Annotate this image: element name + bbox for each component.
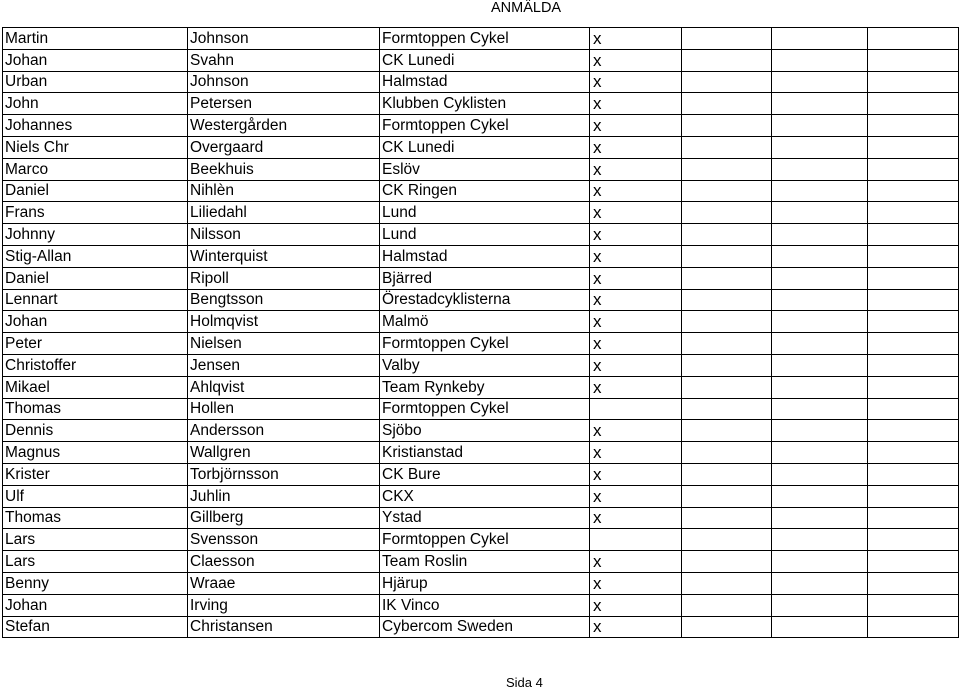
empty-cell	[772, 245, 868, 267]
club-cell: Formtoppen Cykel	[380, 529, 590, 551]
registered-mark-cell: x	[590, 572, 682, 594]
last-name-cell: Beekhuis	[188, 158, 380, 180]
club-cell: Halmstad	[380, 245, 590, 267]
empty-cell	[772, 93, 868, 115]
table-row	[3, 202, 959, 224]
last-name-cell: Ahlqvist	[188, 376, 380, 398]
last-name-cell: Johnson	[188, 71, 380, 93]
empty-cell	[682, 572, 772, 594]
empty-cell	[868, 28, 959, 50]
registered-mark-cell: x	[590, 420, 682, 442]
empty-cell	[682, 311, 772, 333]
club-cell: Ystad	[380, 507, 590, 529]
empty-cell	[868, 289, 959, 311]
table-row	[3, 463, 959, 485]
empty-cell	[772, 463, 868, 485]
club-cell: Team Roslin	[380, 551, 590, 573]
empty-cell	[682, 49, 772, 71]
empty-cell	[772, 398, 868, 420]
empty-cell	[682, 463, 772, 485]
empty-cell	[682, 485, 772, 507]
empty-cell	[772, 354, 868, 376]
first-name-cell: Dennis	[3, 420, 188, 442]
club-cell: Formtoppen Cykel	[380, 115, 590, 137]
first-name-cell: Lars	[3, 551, 188, 573]
empty-cell	[868, 136, 959, 158]
last-name-cell: Irving	[188, 594, 380, 616]
club-cell: Klubben Cyklisten	[380, 93, 590, 115]
empty-cell	[682, 507, 772, 529]
last-name-cell: Torbjörnsson	[188, 463, 380, 485]
empty-cell	[682, 354, 772, 376]
empty-cell	[772, 71, 868, 93]
empty-cell	[772, 202, 868, 224]
last-name-cell: Christansen	[188, 616, 380, 638]
empty-cell	[682, 442, 772, 464]
registered-mark-cell: x	[590, 158, 682, 180]
empty-cell	[868, 354, 959, 376]
empty-cell	[682, 267, 772, 289]
registered-mark-cell: x	[590, 289, 682, 311]
club-cell: Kristianstad	[380, 442, 590, 464]
first-name-cell: Magnus	[3, 442, 188, 464]
last-name-cell: Hollen	[188, 398, 380, 420]
empty-cell	[868, 376, 959, 398]
empty-cell	[682, 376, 772, 398]
empty-cell	[868, 267, 959, 289]
table-row	[3, 245, 959, 267]
registered-mark-cell: x	[590, 49, 682, 71]
last-name-cell: Ripoll	[188, 267, 380, 289]
table-row	[3, 311, 959, 333]
page-number: Sida 4	[506, 675, 543, 690]
registered-mark-cell: x	[590, 594, 682, 616]
table-row	[3, 158, 959, 180]
empty-cell	[868, 551, 959, 573]
empty-cell	[772, 224, 868, 246]
empty-cell	[868, 616, 959, 638]
table-row	[3, 93, 959, 115]
empty-cell	[868, 333, 959, 355]
last-name-cell: Wraae	[188, 572, 380, 594]
club-cell: Formtoppen Cykel	[380, 28, 590, 50]
last-name-cell: Liliedahl	[188, 202, 380, 224]
empty-cell	[772, 28, 868, 50]
first-name-cell: Martin	[3, 28, 188, 50]
table-row	[3, 572, 959, 594]
club-cell: CK Ringen	[380, 180, 590, 202]
empty-cell	[772, 485, 868, 507]
club-cell: CK Lunedi	[380, 49, 590, 71]
empty-cell	[868, 485, 959, 507]
registered-mark-cell: x	[590, 180, 682, 202]
empty-cell	[772, 267, 868, 289]
registration-table	[2, 27, 959, 638]
table-row	[3, 551, 959, 573]
empty-cell	[682, 420, 772, 442]
empty-cell	[772, 442, 868, 464]
first-name-cell: Marco	[3, 158, 188, 180]
empty-cell	[868, 594, 959, 616]
first-name-cell: Johnny	[3, 224, 188, 246]
club-cell: Sjöbo	[380, 420, 590, 442]
empty-cell	[772, 507, 868, 529]
registered-mark-cell: x	[590, 224, 682, 246]
last-name-cell: Winterquist	[188, 245, 380, 267]
registered-mark-cell: x	[590, 136, 682, 158]
table-row	[3, 616, 959, 638]
first-name-cell: Mikael	[3, 376, 188, 398]
empty-cell	[772, 49, 868, 71]
empty-cell	[682, 333, 772, 355]
empty-cell	[682, 245, 772, 267]
empty-cell	[772, 616, 868, 638]
first-name-cell: Thomas	[3, 398, 188, 420]
registered-mark-cell	[590, 529, 682, 551]
empty-cell	[772, 158, 868, 180]
club-cell: CK Bure	[380, 463, 590, 485]
empty-cell	[772, 180, 868, 202]
table-row	[3, 224, 959, 246]
empty-cell	[868, 398, 959, 420]
table-row	[3, 267, 959, 289]
last-name-cell: Wallgren	[188, 442, 380, 464]
club-cell: Bjärred	[380, 267, 590, 289]
first-name-cell: Benny	[3, 572, 188, 594]
empty-cell	[772, 551, 868, 573]
first-name-cell: Johannes	[3, 115, 188, 137]
club-cell: Cybercom Sweden	[380, 616, 590, 638]
table-row	[3, 180, 959, 202]
empty-cell	[772, 311, 868, 333]
first-name-cell: Lennart	[3, 289, 188, 311]
first-name-cell: Johan	[3, 311, 188, 333]
last-name-cell: Nilsson	[188, 224, 380, 246]
first-name-cell: Johan	[3, 49, 188, 71]
empty-cell	[682, 158, 772, 180]
empty-cell	[682, 28, 772, 50]
registered-mark-cell: x	[590, 507, 682, 529]
first-name-cell: Peter	[3, 333, 188, 355]
table-row	[3, 594, 959, 616]
registration-table-body	[3, 28, 959, 638]
table-row	[3, 529, 959, 551]
registered-mark-cell: x	[590, 442, 682, 464]
empty-cell	[868, 71, 959, 93]
empty-cell	[868, 463, 959, 485]
empty-cell	[868, 224, 959, 246]
first-name-cell: John	[3, 93, 188, 115]
first-name-cell: Christoffer	[3, 354, 188, 376]
empty-cell	[868, 49, 959, 71]
registered-mark-cell: x	[590, 616, 682, 638]
empty-cell	[868, 202, 959, 224]
club-cell: Valby	[380, 354, 590, 376]
registered-mark-cell: x	[590, 28, 682, 50]
table-row	[3, 376, 959, 398]
registered-mark-cell: x	[590, 115, 682, 137]
first-name-cell: Thomas	[3, 507, 188, 529]
empty-cell	[772, 115, 868, 137]
empty-cell	[682, 224, 772, 246]
first-name-cell: Ulf	[3, 485, 188, 507]
registered-mark-cell	[590, 398, 682, 420]
empty-cell	[868, 420, 959, 442]
empty-cell	[682, 616, 772, 638]
registered-mark-cell: x	[590, 71, 682, 93]
empty-cell	[868, 158, 959, 180]
table-row	[3, 507, 959, 529]
empty-cell	[682, 115, 772, 137]
table-row	[3, 333, 959, 355]
table-row	[3, 289, 959, 311]
registered-mark-cell: x	[590, 376, 682, 398]
last-name-cell: Claesson	[188, 551, 380, 573]
empty-cell	[682, 202, 772, 224]
empty-cell	[772, 333, 868, 355]
registered-mark-cell: x	[590, 333, 682, 355]
empty-cell	[682, 93, 772, 115]
empty-cell	[868, 245, 959, 267]
table-row	[3, 442, 959, 464]
registered-mark-cell: x	[590, 485, 682, 507]
empty-cell	[682, 529, 772, 551]
empty-cell	[868, 507, 959, 529]
club-cell: Örestadcyklisterna	[380, 289, 590, 311]
table-row	[3, 49, 959, 71]
table-row	[3, 485, 959, 507]
first-name-cell: Krister	[3, 463, 188, 485]
empty-cell	[772, 289, 868, 311]
empty-cell	[772, 420, 868, 442]
club-cell: Formtoppen Cykel	[380, 333, 590, 355]
last-name-cell: Juhlin	[188, 485, 380, 507]
last-name-cell: Overgaard	[188, 136, 380, 158]
table-row	[3, 28, 959, 50]
empty-cell	[682, 594, 772, 616]
empty-cell	[682, 398, 772, 420]
column-header-anmalda: ANMÄLDA	[491, 0, 562, 16]
empty-cell	[682, 289, 772, 311]
empty-cell	[682, 180, 772, 202]
club-cell: Malmö	[380, 311, 590, 333]
last-name-cell: Nielsen	[188, 333, 380, 355]
empty-cell	[772, 529, 868, 551]
table-row	[3, 136, 959, 158]
registered-mark-cell: x	[590, 267, 682, 289]
first-name-cell: Niels Chr	[3, 136, 188, 158]
empty-cell	[682, 136, 772, 158]
empty-cell	[682, 551, 772, 573]
registered-mark-cell: x	[590, 463, 682, 485]
empty-cell	[772, 376, 868, 398]
first-name-cell: Stefan	[3, 616, 188, 638]
last-name-cell: Nihlèn	[188, 180, 380, 202]
empty-cell	[682, 71, 772, 93]
empty-cell	[868, 93, 959, 115]
registered-mark-cell: x	[590, 93, 682, 115]
club-cell: Halmstad	[380, 71, 590, 93]
last-name-cell: Bengtsson	[188, 289, 380, 311]
last-name-cell: Westergården	[188, 115, 380, 137]
last-name-cell: Svensson	[188, 529, 380, 551]
club-cell: CK Lunedi	[380, 136, 590, 158]
club-cell: Formtoppen Cykel	[380, 398, 590, 420]
empty-cell	[868, 115, 959, 137]
last-name-cell: Andersson	[188, 420, 380, 442]
registered-mark-cell: x	[590, 202, 682, 224]
first-name-cell: Lars	[3, 529, 188, 551]
table-row	[3, 398, 959, 420]
last-name-cell: Petersen	[188, 93, 380, 115]
empty-cell	[868, 572, 959, 594]
empty-cell	[868, 180, 959, 202]
club-cell: Eslöv	[380, 158, 590, 180]
last-name-cell: Svahn	[188, 49, 380, 71]
empty-cell	[772, 594, 868, 616]
club-cell: Lund	[380, 202, 590, 224]
registered-mark-cell: x	[590, 551, 682, 573]
table-row	[3, 354, 959, 376]
first-name-cell: Urban	[3, 71, 188, 93]
last-name-cell: Gillberg	[188, 507, 380, 529]
table-row	[3, 420, 959, 442]
club-cell: CKX	[380, 485, 590, 507]
registered-mark-cell: x	[590, 354, 682, 376]
empty-cell	[868, 529, 959, 551]
first-name-cell: Johan	[3, 594, 188, 616]
empty-cell	[772, 136, 868, 158]
last-name-cell: Johnson	[188, 28, 380, 50]
empty-cell	[868, 311, 959, 333]
registered-mark-cell: x	[590, 311, 682, 333]
registered-mark-cell: x	[590, 245, 682, 267]
first-name-cell: Stig-Allan	[3, 245, 188, 267]
empty-cell	[772, 572, 868, 594]
first-name-cell: Frans	[3, 202, 188, 224]
last-name-cell: Holmqvist	[188, 311, 380, 333]
table-row	[3, 115, 959, 137]
club-cell: Lund	[380, 224, 590, 246]
first-name-cell: Daniel	[3, 267, 188, 289]
first-name-cell: Daniel	[3, 180, 188, 202]
club-cell: IK Vinco	[380, 594, 590, 616]
club-cell: Hjärup	[380, 572, 590, 594]
table-row	[3, 71, 959, 93]
empty-cell	[868, 442, 959, 464]
last-name-cell: Jensen	[188, 354, 380, 376]
club-cell: Team Rynkeby	[380, 376, 590, 398]
